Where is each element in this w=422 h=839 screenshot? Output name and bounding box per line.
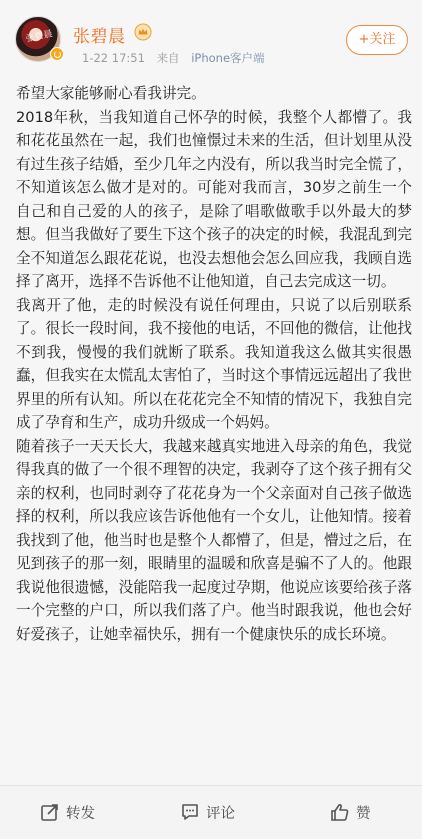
comment-label: 评论 (206, 806, 235, 822)
post-paragraph: 2018年秋，当我知道自己怀孕的时候，我整个人都懵了。我和花花虽然在一起，我们也憧憬过未来的生活，但计划里从没有过生孩子结婚，至少几年之内没有，所以我当时完全慌了，不知道该怎么做才是对的。可能对我而言，30岁之前生一个自己和自己爱的人的孩子，是除了唱歌做歌手以外最大的梦想。但当我做好了要生下这个孩子的决定的时候，我混乱到完全不知道怎么跟花花说，也没去想他会怎么回应我，我顾自选择了离开，选择不告诉他不让他知道，自己去完成这一切。 (16, 108, 412, 290)
comment-icon (180, 802, 200, 822)
avatar-signature: 张碧晨 (25, 29, 54, 45)
post-paragraph: 希望大家能够耐心看我讲完。 (16, 85, 206, 102)
share-button[interactable] (40, 800, 120, 824)
post-header (0, 0, 422, 72)
post-meta (82, 50, 265, 66)
share-icon (40, 802, 60, 822)
like-button[interactable] (330, 800, 400, 824)
post-source[interactable]: iPhone客户端 (191, 51, 265, 65)
thumbs-up-icon (330, 802, 350, 822)
follow-button[interactable]: +关注 (346, 25, 408, 55)
share-label: 转发 (66, 806, 95, 822)
post-body (16, 82, 412, 646)
post-time: 1-22 17:51 (82, 51, 145, 65)
like-label: 赞 (356, 806, 371, 822)
verified-badge-icon (50, 47, 64, 61)
comment-button[interactable] (180, 800, 260, 824)
post-paragraph: 我离开了他，走的时候没有说任何理由，只说了以后别联系了。很长一段时间，我不接他的电话，不回他的微信，让他找不到我，慢慢的我们就断了联系。我知道我这么做其实很愚蠢，但我实在太慌乱太害怕了，当时这个事情远远超出了我世界里的所有认知。所以在花花完全不知情的情况下，我独自完成了孕育和生产，成功升级成一个妈妈。 (16, 296, 412, 431)
author-name[interactable]: 张碧晨 (73, 27, 126, 47)
source-prefix: 来自 (156, 51, 180, 65)
vip-crown-icon (134, 23, 152, 41)
post-paragraph: 随着孩子一天天长大，我越来越真实地进入母亲的角色，我觉得我真的做了一个很不理智的决定，我剥夺了这个孩子拥有父亲的权利，也同时剥夺了花花身为一个父亲面对自己孩子做选择的权利，所以我应该告诉他他有一个女儿，让他知情。接着我找到了他，他当时也是整个人都懵了，但是，懵过之后，在见到孩子的那一刻，眼睛里的温暖和欣喜是骗不了人的。他跟我说他很遗憾，没能陪我一起度过孕期，他说应该要给孩子落一个完整的户口，所以我们落了户。他当时跟我说，他也会好好爱孩子，让她幸福快乐，拥有一个健康快乐的成长环境。 (16, 437, 412, 643)
action-bar (0, 785, 422, 839)
